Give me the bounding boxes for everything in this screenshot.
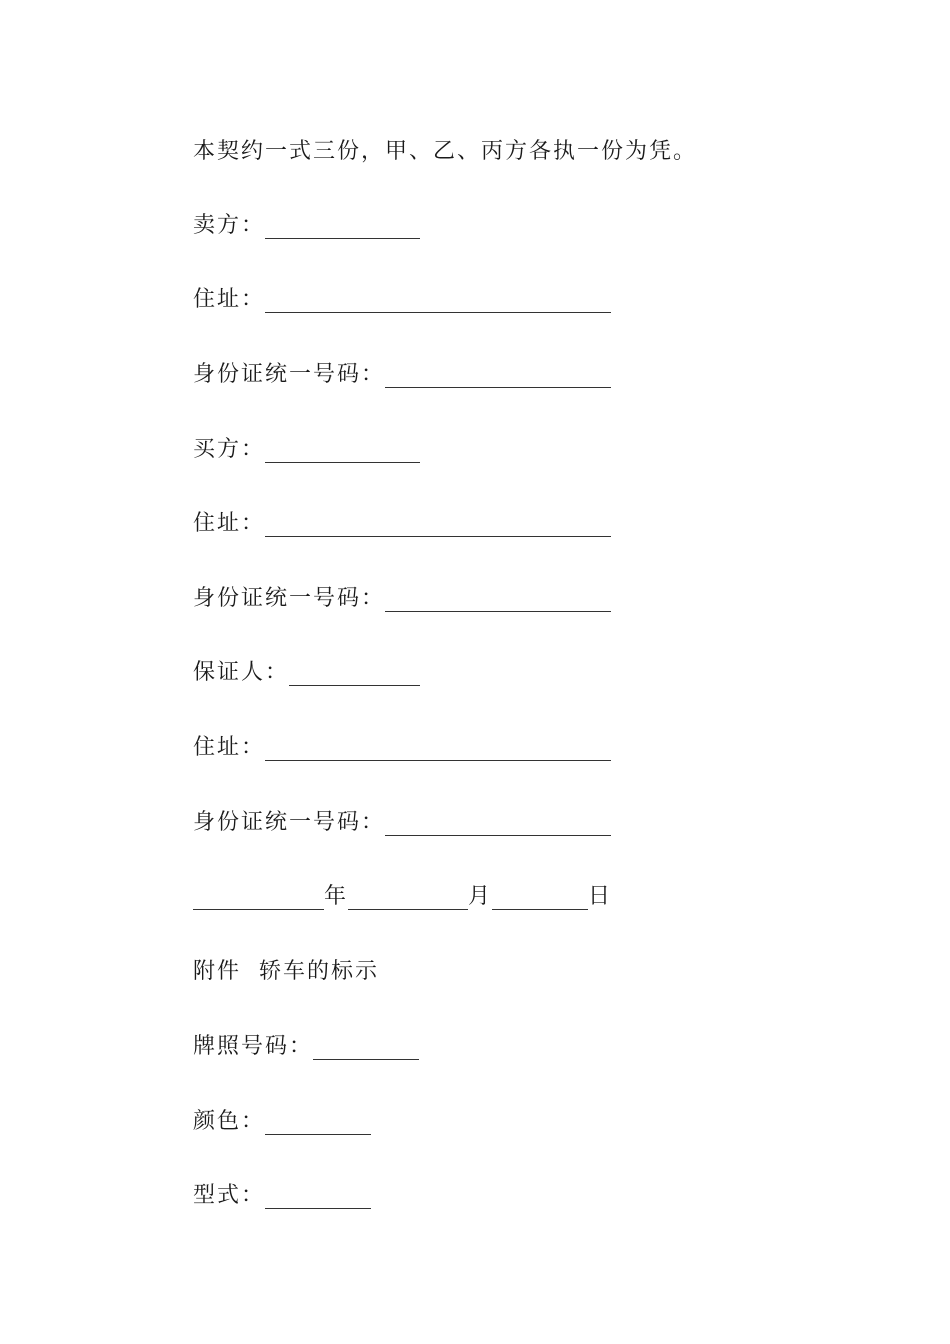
- day-label: 日: [588, 884, 613, 909]
- guarantor-address-field[interactable]: [265, 736, 611, 761]
- guarantor-id-row: [193, 807, 611, 839]
- color-row: [193, 1106, 371, 1138]
- color-field[interactable]: [265, 1110, 371, 1135]
- guarantor-id-label: 身份证统一号码：: [193, 810, 386, 835]
- seller-address-row: [193, 284, 611, 316]
- plate-row: [193, 1031, 419, 1063]
- day-field[interactable]: [492, 885, 588, 910]
- intro-paragraph: [193, 136, 697, 168]
- guarantor-name-row: [193, 657, 420, 689]
- model-label: 型式：: [193, 1183, 266, 1208]
- buyer-name-row: [193, 434, 420, 466]
- buyer-address-row: [193, 508, 611, 540]
- buyer-address-label: 住址：: [193, 511, 266, 536]
- plate-label: 牌照号码：: [193, 1034, 314, 1059]
- seller-id-label: 身份证统一号码：: [193, 362, 386, 387]
- seller-name-field[interactable]: [265, 214, 420, 239]
- model-field[interactable]: [265, 1184, 371, 1209]
- seller-id-row: [193, 359, 611, 391]
- buyer-name-field[interactable]: [265, 438, 420, 463]
- seller-name-row: [193, 210, 420, 242]
- model-row: [193, 1180, 371, 1212]
- buyer-name-label: 买方：: [193, 437, 266, 462]
- guarantor-name-label: 保证人：: [193, 660, 290, 685]
- guarantor-name-field[interactable]: [289, 661, 420, 686]
- month-label: 月: [468, 884, 493, 909]
- guarantor-id-field[interactable]: [385, 811, 611, 836]
- intro-text: 本契约一式三份，甲、乙、丙方各执一份为凭。: [193, 139, 698, 164]
- attachment-title-row: [193, 956, 379, 988]
- seller-name-label: 卖方：: [193, 213, 266, 238]
- color-label: 颜色：: [193, 1109, 266, 1134]
- year-field[interactable]: [193, 885, 324, 910]
- buyer-id-field[interactable]: [385, 587, 611, 612]
- seller-id-field[interactable]: [385, 363, 611, 388]
- year-label: 年: [324, 884, 349, 909]
- buyer-id-label: 身份证统一号码：: [193, 586, 386, 611]
- date-row: [193, 881, 612, 913]
- attachment-title: 附件 轿车的标示: [193, 959, 379, 984]
- month-field[interactable]: [348, 885, 468, 910]
- seller-address-label: 住址：: [193, 287, 266, 312]
- guarantor-address-row: [193, 732, 611, 764]
- plate-field[interactable]: [313, 1035, 419, 1060]
- seller-address-field[interactable]: [265, 288, 611, 313]
- buyer-id-row: [193, 583, 611, 615]
- guarantor-address-label: 住址：: [193, 735, 266, 760]
- buyer-address-field[interactable]: [265, 512, 611, 537]
